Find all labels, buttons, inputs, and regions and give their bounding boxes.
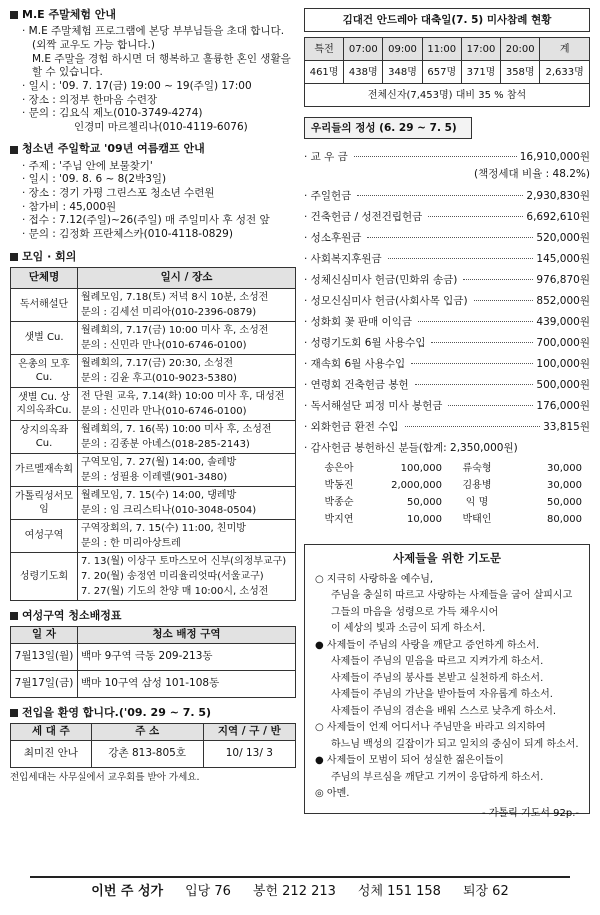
- dot-leader: [405, 426, 541, 427]
- column-header: 17:00: [461, 38, 500, 61]
- youth-camp-title: 청소년 주일학교 '09년 여름캠프 안내: [10, 142, 296, 156]
- donor-amount: 2,000,000: [391, 479, 442, 491]
- column-header: 11:00: [422, 38, 461, 61]
- group-name: 상지의옥좌Cu.: [11, 420, 78, 453]
- youth-camp-line: · 주제 : '주님 안에 보물찾기': [22, 159, 153, 172]
- meetings-table: [10, 267, 296, 601]
- meeting-line: 전 단원 교육, 7.14(화) 10:00 미사 후, 대성전: [81, 390, 285, 402]
- meeting-line: 문의 : 한 미리아상트레: [81, 537, 181, 549]
- offerings-title: 우리들의 정성 (6. 29 ~ 7. 5): [304, 117, 472, 139]
- hymn-label: 이번 주 성가: [91, 884, 164, 899]
- dot-leader: [367, 237, 533, 238]
- offering-ratio: (책정세대 비율 : 48.2%): [474, 168, 590, 180]
- donor-name: 류숙형: [462, 462, 492, 474]
- group-name: 독서해설단: [11, 288, 78, 321]
- cleaning-date: 7월13일(월): [11, 643, 78, 670]
- prayer-line: ● 사제들이 모범이 되어 성실한 젊은이들이: [315, 755, 504, 767]
- me-detail-line: · 문의 : 김요식 제노(010-3749-4274): [22, 107, 203, 120]
- table-header-row: [305, 38, 590, 61]
- meeting-line: 7. 20(월) 송정연 미리율리엇따(서울교구): [81, 570, 264, 582]
- hymn-offertory: 봉헌 212 213: [252, 884, 336, 899]
- donor-name: 박종순: [324, 496, 354, 508]
- offering-label: · 재속회 6월 사용수입: [304, 357, 406, 370]
- youth-camp-section: [10, 142, 296, 241]
- table-row: [11, 670, 296, 697]
- donor-name: 김용병: [462, 479, 492, 491]
- meeting-line: 문의 : 성필용 이레렐(901-3480): [81, 471, 228, 483]
- attendance-value: 657명: [422, 61, 461, 84]
- bullet-square-icon: [10, 253, 18, 261]
- offering-amount: 700,000원: [536, 336, 590, 349]
- column-header: 청소 배정 구역: [78, 627, 296, 644]
- donor-amount: 30,000: [547, 462, 582, 474]
- prayer-line: 사제들이 주님의 믿음을 따르고 지켜가게 하소서.: [331, 656, 544, 668]
- table-row: [11, 387, 296, 420]
- offering-amount: 145,000원: [536, 252, 590, 265]
- dot-leader: [354, 156, 517, 157]
- attendance-value: 438명: [344, 61, 383, 84]
- prayer-line: ○ 지극히 사랑하올 예수님,: [315, 573, 434, 585]
- attendance-value: 461명: [305, 61, 344, 84]
- donor-name: 박지연: [324, 513, 354, 525]
- me-weekend-title: M.E 주말체험 안내: [10, 8, 296, 22]
- meeting-info: [78, 288, 296, 321]
- offering-row: [304, 417, 590, 438]
- group-name: 가톨릭성서모임: [11, 486, 78, 519]
- attendance-value: 2,633명: [540, 61, 590, 84]
- table-row: [11, 740, 296, 767]
- column-header: 09:00: [383, 38, 422, 61]
- group-name: 샛별 Cu. 상지의옥좌Cu.: [11, 387, 78, 420]
- donor-amount: 50,000: [407, 496, 442, 508]
- dot-leader: [431, 342, 533, 343]
- column-header: 07:00: [344, 38, 383, 61]
- attendance-title: 김대건 안드레아 대축일(7. 5) 미사참례 현황: [304, 8, 590, 32]
- offering-amount: 16,910,000원: [519, 150, 590, 163]
- cleaning-section: [10, 609, 296, 698]
- offering-row: [304, 354, 590, 375]
- meeting-line: 구역장회의, 7. 15(수) 11:00, 친미방: [81, 522, 246, 534]
- meeting-info: [78, 552, 296, 600]
- youth-camp-line: · 문의 : 김정화 프란체스카(010-4118-0829): [22, 227, 233, 240]
- prayer-line: 주님의 부르심을 깨닫고 기꺼이 응답하게 하소서.: [331, 771, 544, 783]
- meeting-info: [78, 519, 296, 552]
- prayer-line: ○ 사제들이 언제 어디서나 주님만을 바라고 의지하여: [315, 722, 546, 734]
- prayer-title: 사제들을 위한 기도문: [393, 550, 501, 565]
- meeting-info: [78, 354, 296, 387]
- meeting-info: [78, 420, 296, 453]
- region: 10/ 13/ 3: [203, 740, 295, 767]
- offering-amount: 33,815원: [543, 420, 590, 433]
- me-intro-line: · M.E 주말체험 프로그램에 본당 부부님들을 초대 합니다.: [22, 25, 285, 38]
- table-row: [11, 354, 296, 387]
- dot-leader: [474, 300, 534, 301]
- me-intro-line: (외짝 교우도 가능 합니다.): [32, 38, 155, 51]
- hymn-entrance: 입당 76: [185, 884, 231, 899]
- cleaning-area: 백마 10구역 삼성 101-108동: [78, 670, 296, 697]
- offering-label: · 성화회 꽃 판매 이익금: [304, 315, 412, 328]
- me-weekend-section: [10, 8, 296, 134]
- group-name: 샛별 Cu.: [11, 321, 78, 354]
- prayer-line: 하느님 백성의 길잡이가 되고 일치의 중심이 되게 하소서.: [331, 738, 579, 750]
- prayer-box: [304, 544, 590, 819]
- dot-leader: [463, 279, 533, 280]
- offering-row: [304, 249, 590, 270]
- cleaning-title: 여성구역 청소배정표: [10, 609, 296, 623]
- meeting-line: 문의 : 신민라 만나(010-6746-0100): [81, 405, 247, 417]
- group-name: 은총의 모후Cu.: [11, 354, 78, 387]
- welcome-table: [10, 723, 296, 768]
- bullet-square-icon: [10, 11, 18, 19]
- hymn-communion: 성체 151 158: [357, 884, 441, 899]
- column-header: 단체명: [11, 267, 78, 288]
- table-row: [305, 61, 590, 84]
- meeting-line: 7. 13(월) 이상구 토마스모어 신부(의정부교구): [81, 555, 287, 567]
- dot-leader: [418, 321, 533, 322]
- prayer-line: 주님을 충실히 따르고 사랑하는 사제들을 굽어 살피시고: [331, 590, 573, 602]
- welcome-section: [10, 706, 296, 784]
- welcome-note: 전입세대는 사무실에서 교우회를 받아 가세요.: [10, 771, 200, 783]
- hymn-footer: [30, 876, 570, 901]
- offering-label: · 연령회 건축헌금 봉헌: [304, 378, 409, 391]
- meeting-info: [78, 453, 296, 486]
- youth-camp-line: · 참가비 : 45,000원: [22, 200, 117, 213]
- donor-amount: 100,000: [400, 462, 442, 474]
- offering-amount: 500,000원: [536, 378, 590, 391]
- hymn-recessional: 퇴장 62: [462, 884, 509, 899]
- left-column: [10, 8, 296, 792]
- offering-label: · 주일헌금: [304, 189, 352, 202]
- offering-label: · 독서해설단 피정 미사 봉헌금: [304, 399, 443, 412]
- cleaning-table: [10, 626, 296, 698]
- attendance-value: 358명: [501, 61, 540, 84]
- cleaning-date: 7월17일(금): [11, 670, 78, 697]
- offering-row: [304, 291, 590, 312]
- prayer-line: 사제들이 주님의 가난을 받아들여 자유롭게 하소서.: [331, 689, 553, 701]
- donor-name: 익 명: [465, 496, 489, 508]
- donor-grid: [304, 462, 590, 526]
- meeting-line: 7. 27(월) 기도의 찬양 매 10:00시, 소성전: [81, 585, 269, 597]
- offering-row: [304, 147, 590, 168]
- meetings-title: 모임 · 회의: [10, 250, 296, 264]
- offering-amount: 2,930,830원: [526, 189, 590, 202]
- offering-label: · 사회복지후원금: [304, 252, 382, 265]
- meeting-line: 문의 : 신민라 만나(010-6746-0100): [81, 339, 247, 351]
- meeting-line: 월례회의, 7. 16(목) 10:00 미사 후, 소성전: [81, 423, 272, 435]
- donor-amount: 50,000: [547, 496, 582, 508]
- address: 강촌 813-805호: [91, 740, 203, 767]
- prayer-line: ◎ 아멘.: [315, 788, 350, 800]
- offering-row: [304, 312, 590, 333]
- meeting-line: 문의 : 임 크리스티나(010-3048-0504): [81, 504, 257, 516]
- me-detail-line: · 일시 : '09. 7. 17(금) 19:00 ~ 19(주일) 17:00: [22, 79, 252, 92]
- offering-label: · 성소후원금: [304, 231, 362, 244]
- dot-leader: [448, 405, 533, 406]
- meeting-line: 문의 : 김윤 후고(010-9023-5380): [81, 372, 237, 384]
- thanks-offering-title: · 감사헌금 봉헌하신 분들(합계: 2,350,000원): [304, 442, 518, 454]
- offering-label: · 외화헌금 환전 수입: [304, 420, 399, 433]
- offering-label: · 교 우 금: [304, 150, 348, 163]
- offering-label: · 건축헌금 / 성전건립헌금: [304, 210, 423, 223]
- me-detail-line: 인경미 마르첼리나(010-4119-6076): [74, 120, 248, 133]
- meeting-line: 월례모임, 7.18(토) 저녁 8시 10분, 소성전: [81, 291, 269, 303]
- attendance-summary: 전체신자(7,453명) 대비 35 % 참석: [305, 84, 590, 107]
- table-row: [305, 84, 590, 107]
- donor-name: 박태인: [462, 513, 492, 525]
- column-header: 일시 / 장소: [78, 267, 296, 288]
- offering-amount: 176,000원: [536, 399, 590, 412]
- me-detail-line: · 장소 : 의정부 한마음 수련장: [22, 93, 158, 106]
- offering-label: · 성체신심미사 헌금(민화위 송금): [304, 273, 458, 286]
- group-name: 가르멜재속회: [11, 453, 78, 486]
- meeting-line: 문의 : 김종분 아녜스(018-285-2143): [81, 438, 250, 450]
- table-header-row: [11, 627, 296, 644]
- offering-amount: 100,000원: [536, 357, 590, 370]
- offering-amount: 976,870원: [536, 273, 590, 286]
- column-header: 20:00: [501, 38, 540, 61]
- youth-camp-line: · 접수 : 7.12(주일)~26(주일) 매 주일미사 후 성전 앞: [22, 214, 270, 227]
- youth-camp-line: · 일시 : '09. 8. 6 ~ 8(2박3일): [22, 173, 167, 186]
- column-header: 세 대 주: [11, 724, 92, 741]
- table-row: [11, 321, 296, 354]
- meeting-line: 월례회의, 7.17(금) 10:00 미사 후, 소성전: [81, 324, 269, 336]
- offering-row: [304, 270, 590, 291]
- table-header-row: [11, 724, 296, 741]
- prayer-source: - 가톨릭 기도서 92p.-: [482, 807, 579, 819]
- column-header: 특전: [305, 38, 344, 61]
- dot-leader: [357, 195, 523, 196]
- dot-leader: [415, 384, 534, 385]
- dot-leader: [388, 258, 534, 259]
- me-intro-line: 할 수 있습니다.: [32, 66, 103, 79]
- meeting-line: 월례모임, 7. 15(수) 14:00, 댕레방: [81, 489, 237, 501]
- prayer-line: 그들의 마음을 성령으로 가득 채우시어: [331, 606, 499, 618]
- column-header: 주 소: [91, 724, 203, 741]
- offering-row: [304, 186, 590, 207]
- offering-row: [304, 375, 590, 396]
- donor-amount: 10,000: [407, 513, 442, 525]
- prayer-line: 이 세상의 빛과 소금이 되게 하소서.: [331, 623, 486, 635]
- attendance-value: 371명: [461, 61, 500, 84]
- dot-leader: [428, 216, 523, 217]
- table-row: [11, 519, 296, 552]
- offering-amount: 6,692,610원: [526, 210, 590, 223]
- right-column: [304, 8, 590, 819]
- dot-leader: [411, 363, 533, 364]
- offering-row: [304, 228, 590, 249]
- bullet-square-icon: [10, 146, 18, 154]
- offerings-list: [304, 147, 590, 438]
- bullet-square-icon: [10, 709, 18, 717]
- table-row: [11, 288, 296, 321]
- meeting-line: 문의 : 김세선 미리아(010-2396-0879): [81, 306, 257, 318]
- meeting-line: 월례회의, 7.17(금) 20:30, 소성전: [81, 357, 234, 369]
- table-header-row: [11, 267, 296, 288]
- youth-camp-line: · 장소 : 경기 가평 그린스포 청소년 수련원: [22, 187, 215, 199]
- offering-amount: 439,000원: [536, 315, 590, 328]
- table-row: [11, 420, 296, 453]
- group-name: 여성구역: [11, 519, 78, 552]
- household-head: 최미진 안나: [11, 740, 92, 767]
- column-header: 일 자: [11, 627, 78, 644]
- prayer-line: 사제들이 주님의 겸손을 배워 스스로 낮추게 하소서.: [331, 705, 557, 717]
- meeting-info: [78, 321, 296, 354]
- column-header: 지역 / 구 / 반: [203, 724, 295, 741]
- offering-row: [304, 207, 590, 228]
- offering-row: [304, 396, 590, 417]
- cleaning-area: 백마 9구역 극동 209-213동: [78, 643, 296, 670]
- offering-row: [304, 333, 590, 354]
- table-row: [11, 453, 296, 486]
- me-intro-line: M.E 주말을 경험 하시면 더 행복하고 훌륭한 혼인 생활을: [32, 52, 291, 65]
- group-name: 성령기도회: [11, 552, 78, 600]
- offering-amount: 852,000원: [536, 294, 590, 307]
- meeting-info: [78, 486, 296, 519]
- offering-amount: 520,000원: [536, 231, 590, 244]
- table-row: [11, 643, 296, 670]
- meeting-info: [78, 387, 296, 420]
- bullet-square-icon: [10, 612, 18, 620]
- donor-amount: 30,000: [547, 479, 582, 491]
- meetings-section: [10, 250, 296, 601]
- attendance-value: 348명: [383, 61, 422, 84]
- prayer-line: ● 사제들이 주님의 사랑을 깨닫고 증언하게 하소서.: [315, 639, 540, 651]
- donor-amount: 80,000: [547, 513, 582, 525]
- offering-label: · 성모신심미사 헌금(사회사목 입금): [304, 294, 468, 307]
- column-header: 계: [540, 38, 590, 61]
- table-row: [11, 552, 296, 600]
- donor-name: 박동진: [324, 479, 354, 491]
- meeting-line: 구역모임, 7. 27(월) 14:00, 솔레방: [81, 456, 237, 468]
- donor-name: 송은아: [324, 462, 354, 474]
- prayer-line: 사제들이 주님의 봉사를 본받고 실천하게 하소서.: [331, 672, 544, 684]
- table-row: [11, 486, 296, 519]
- offering-label: · 성령기도회 6월 사용수입: [304, 336, 426, 349]
- attendance-table: [304, 37, 590, 107]
- welcome-title: 전입을 환영 합니다.('09. 29 ~ 7. 5): [10, 706, 296, 720]
